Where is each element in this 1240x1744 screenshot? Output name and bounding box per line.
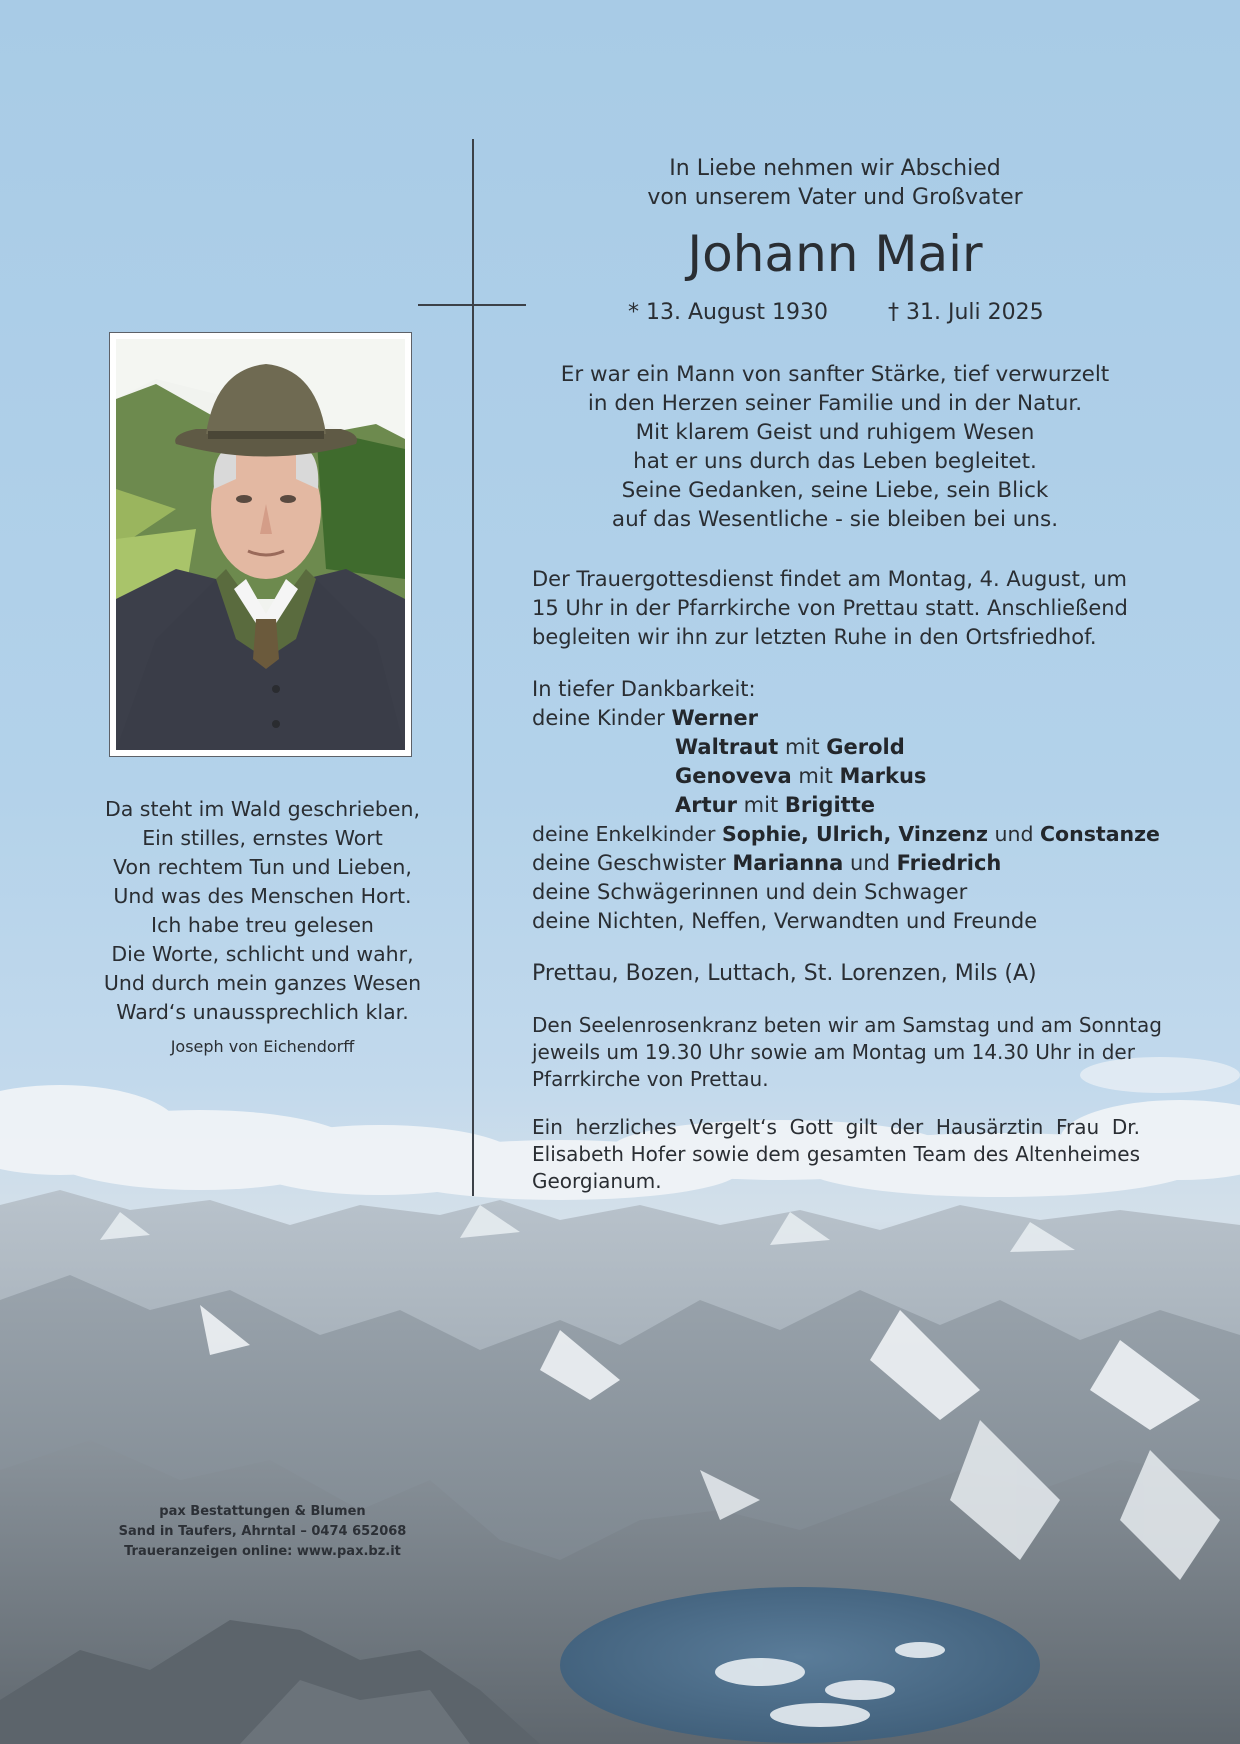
rosary-line: Den Seelenrosenkranz beten wir am Samstag und am Sonntag	[532, 1013, 1162, 1037]
poem-line: Ich habe treu gelesen	[151, 913, 374, 937]
poem	[90, 795, 435, 1027]
service-line: begleiten wir ihn zur letzten Ruhe in den Ortsfriedhof.	[532, 625, 1097, 649]
children-row	[532, 733, 1142, 762]
places-line: Prettau, Bozen, Luttach, St. Lorenzen, Mils (A)	[532, 961, 1037, 986]
poem-line: Ein stilles, ernstes Wort	[142, 826, 383, 850]
poem-author: Joseph von Eichendorff	[170, 1037, 355, 1056]
portrait-photo	[116, 339, 405, 750]
birth-date: * 13. August 1930	[628, 300, 828, 325]
child-name: Waltraut	[675, 735, 779, 759]
child-name: Werner	[671, 706, 759, 730]
sibling-name: Friedrich	[896, 851, 1002, 875]
inlaws-row: deine Schwägerinnen und dein Schwager	[532, 880, 968, 904]
intro-line: von unserem Vater und Großvater	[647, 185, 1023, 210]
poem-line: Da steht im Wald geschrieben,	[104, 797, 421, 821]
joiner: mit	[785, 735, 827, 759]
poem-line: Und durch mein ganzes Wesen	[103, 971, 422, 995]
thanks-text: Ein herzliches Vergelt‘s Gott gilt der Hausärztin Frau Dr. Elisabeth Hofer sowie dem gesamten Team des Altenheimes Georgianum.	[532, 1115, 1140, 1193]
poem-line: Von rechtem Tun und Lieben,	[113, 855, 412, 879]
joiner: und	[849, 851, 897, 875]
poem-line: Die Worte, schlicht und wahr,	[111, 942, 414, 966]
tribute-text	[532, 360, 1138, 534]
funeral-home-footer	[100, 1502, 425, 1562]
footer-address: Sand in Taufers, Ahrntal – 0474 652068	[118, 1524, 407, 1539]
tribute-line: Mit klarem Geist und ruhigem Wesen	[635, 420, 1035, 445]
relatives-row: deine Nichten, Neffen, Verwandten und Freunde	[532, 909, 1038, 933]
joiner: mit	[743, 793, 785, 817]
siblings-label: deine Geschwister	[532, 851, 733, 875]
sibling-name: Marianna	[732, 851, 844, 875]
rosary-line: Pfarrkirche von Prettau.	[532, 1067, 769, 1091]
child-name: Artur	[675, 793, 737, 817]
grandchild-last: Constanze	[1039, 822, 1160, 846]
footer-company: pax Bestattungen & Blumen	[159, 1504, 366, 1519]
rosary-line: jeweils um 19.30 Uhr sowie am Montag um 14.30 Uhr in der	[532, 1040, 1135, 1064]
poem-line: Und was des Menschen Hort.	[113, 884, 412, 908]
grandchildren-names: Sophie, Ulrich, Vinzenz	[721, 822, 988, 846]
service-line: Der Trauergottesdienst findet am Montag, 4. August, um	[532, 567, 1127, 591]
children-row	[532, 704, 1142, 733]
grandchildren-row	[532, 820, 1160, 849]
rosary-announcement	[532, 1012, 1162, 1093]
service-announcement	[532, 565, 1142, 652]
partner-name: Brigitte	[784, 793, 875, 817]
intro-line: In Liebe nehmen wir Abschied	[669, 156, 1001, 181]
poem-line: Ward‘s unaussprechlich klar.	[116, 1000, 409, 1024]
tribute-line: hat er uns durch das Leben begleitet.	[633, 449, 1037, 474]
siblings-row	[532, 849, 1142, 878]
joiner: und	[994, 822, 1040, 846]
tribute-line: Er war ein Mann von sanfter Stärke, tief verwurzelt	[560, 362, 1110, 387]
children-row	[532, 762, 1142, 791]
grandchildren-label: deine Enkelkinder	[532, 822, 722, 846]
intro-text	[560, 154, 1110, 212]
mourners-heading: In tiefer Dankbarkeit:	[532, 677, 756, 701]
child-name: Genoveva	[675, 764, 792, 788]
tribute-line: in den Herzen seiner Familie und in der Natur.	[587, 391, 1083, 416]
footer-website: Traueranzeigen online: www.pax.bz.it	[124, 1544, 401, 1559]
cross-horizontal-bar	[418, 304, 526, 306]
children-row	[532, 791, 1142, 820]
portrait-frame	[109, 332, 412, 757]
service-line: 15 Uhr in der Pfarrkirche von Prettau statt. Anschließend	[532, 596, 1128, 620]
mourners-list	[532, 675, 1160, 936]
joiner: mit	[798, 764, 840, 788]
partner-name: Gerold	[826, 735, 905, 759]
death-date: † 31. Juli 2025	[888, 300, 1044, 325]
tribute-line: auf das Wesentliche - sie bleiben bei uns.	[611, 507, 1059, 532]
cross-vertical-bar	[472, 139, 474, 1196]
children-label: deine Kinder	[532, 706, 672, 730]
deceased-name: Johann Mair	[687, 225, 983, 283]
partner-name: Markus	[839, 764, 927, 788]
tribute-line: Seine Gedanken, seine Liebe, sein Blick	[621, 478, 1049, 503]
